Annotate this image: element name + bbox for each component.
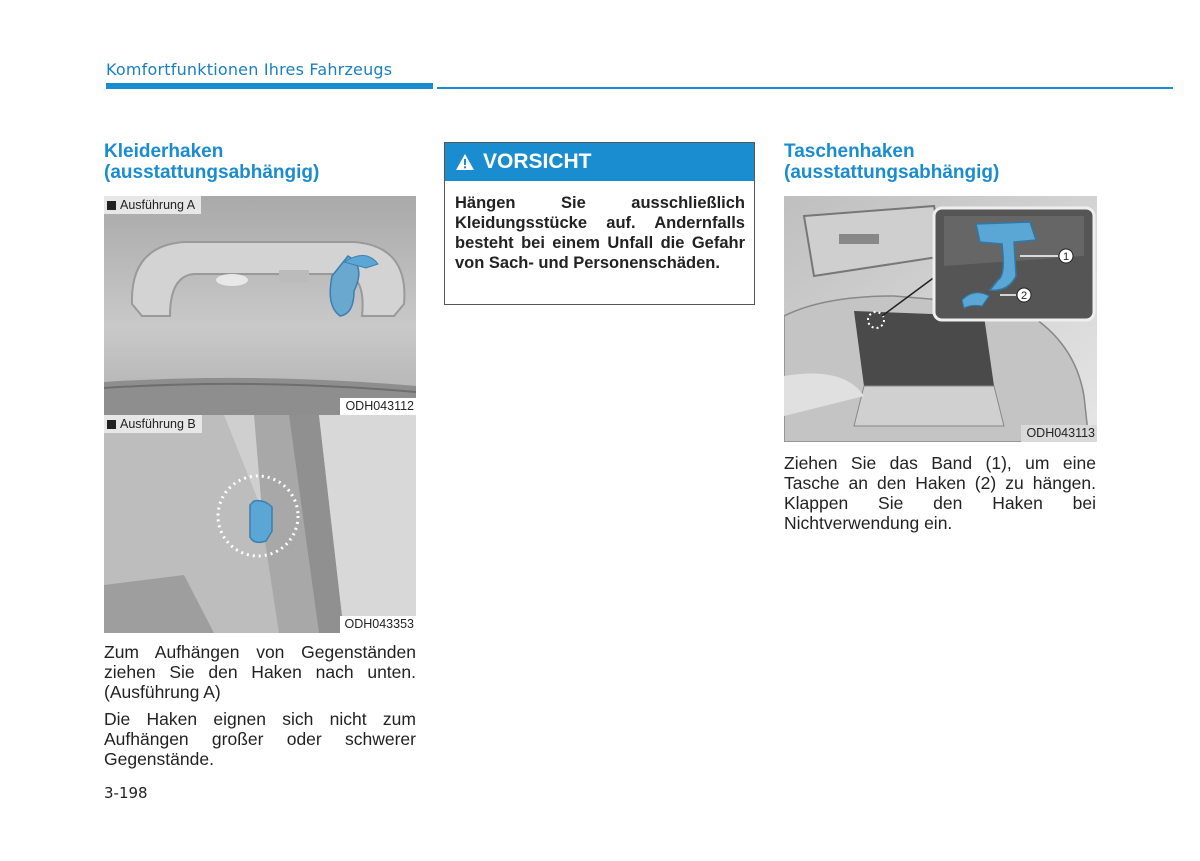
figure-label-b: Ausführung B xyxy=(104,415,202,433)
section-title-line2: (ausstattungsabhängig) xyxy=(104,162,320,183)
square-bullet-icon xyxy=(107,201,116,210)
section-title-line2: (ausstattungsabhängig) xyxy=(784,162,1000,183)
figure-code-b: ODH043353 xyxy=(340,616,417,633)
paragraph-taschenhaken: Ziehen Sie das Band (1), um eine Tasche an den Haken (2) zu hängen. Klappen Sie den Haken bei Nichtverwendung ein. xyxy=(784,453,1096,533)
paragraph-kleiderhaken-1: Zum Aufhängen von Gegenständen ziehen Sie den Haken nach unten. (Ausführung A) xyxy=(104,642,416,702)
paragraph-kleiderhaken-2: Die Haken eignen sich nicht zum Aufhängen großer oder schwerer Gegenstände. xyxy=(104,709,416,769)
running-header: Komfortfunktionen Ihres Fahrzeugs xyxy=(106,60,393,79)
header-rule-thin xyxy=(437,87,1173,89)
section-title-line1: Taschenhaken xyxy=(784,141,915,162)
warning-triangle-icon xyxy=(455,153,475,171)
figure-code-a: ODH043112 xyxy=(340,398,416,415)
coat-hook-b-illustration xyxy=(104,415,416,633)
warning-title: VORSICHT xyxy=(483,150,592,173)
callout-1-label: 1 xyxy=(1062,251,1070,263)
warning-text: Hängen Sie ausschließlich Kleidungsstücke auf. Andernfalls besteht bei einem Unfall die Gefahr von Sach- und Personenschäden. xyxy=(455,194,745,272)
figure-taschenhaken xyxy=(784,196,1097,442)
section-title-kleiderhaken xyxy=(104,141,319,183)
figure-code-taschenhaken: ODH043113 xyxy=(1021,425,1097,442)
callout-2-label: 2 xyxy=(1020,290,1028,302)
figure-label-a: Ausführung A xyxy=(104,196,201,214)
section-title-taschenhaken xyxy=(784,141,999,183)
figure-ausfuehrung-a xyxy=(104,196,416,415)
bag-hook-illustration xyxy=(784,196,1097,442)
warning-header xyxy=(445,143,754,181)
warning-box xyxy=(444,142,755,305)
square-bullet-icon xyxy=(107,420,116,429)
figure-ausfuehrung-b xyxy=(104,415,416,633)
header-rule-thick xyxy=(106,83,433,89)
section-title-line1: Kleiderhaken xyxy=(104,141,224,162)
coat-hook-a-illustration xyxy=(104,196,416,415)
page-number: 3-198 xyxy=(104,784,148,802)
